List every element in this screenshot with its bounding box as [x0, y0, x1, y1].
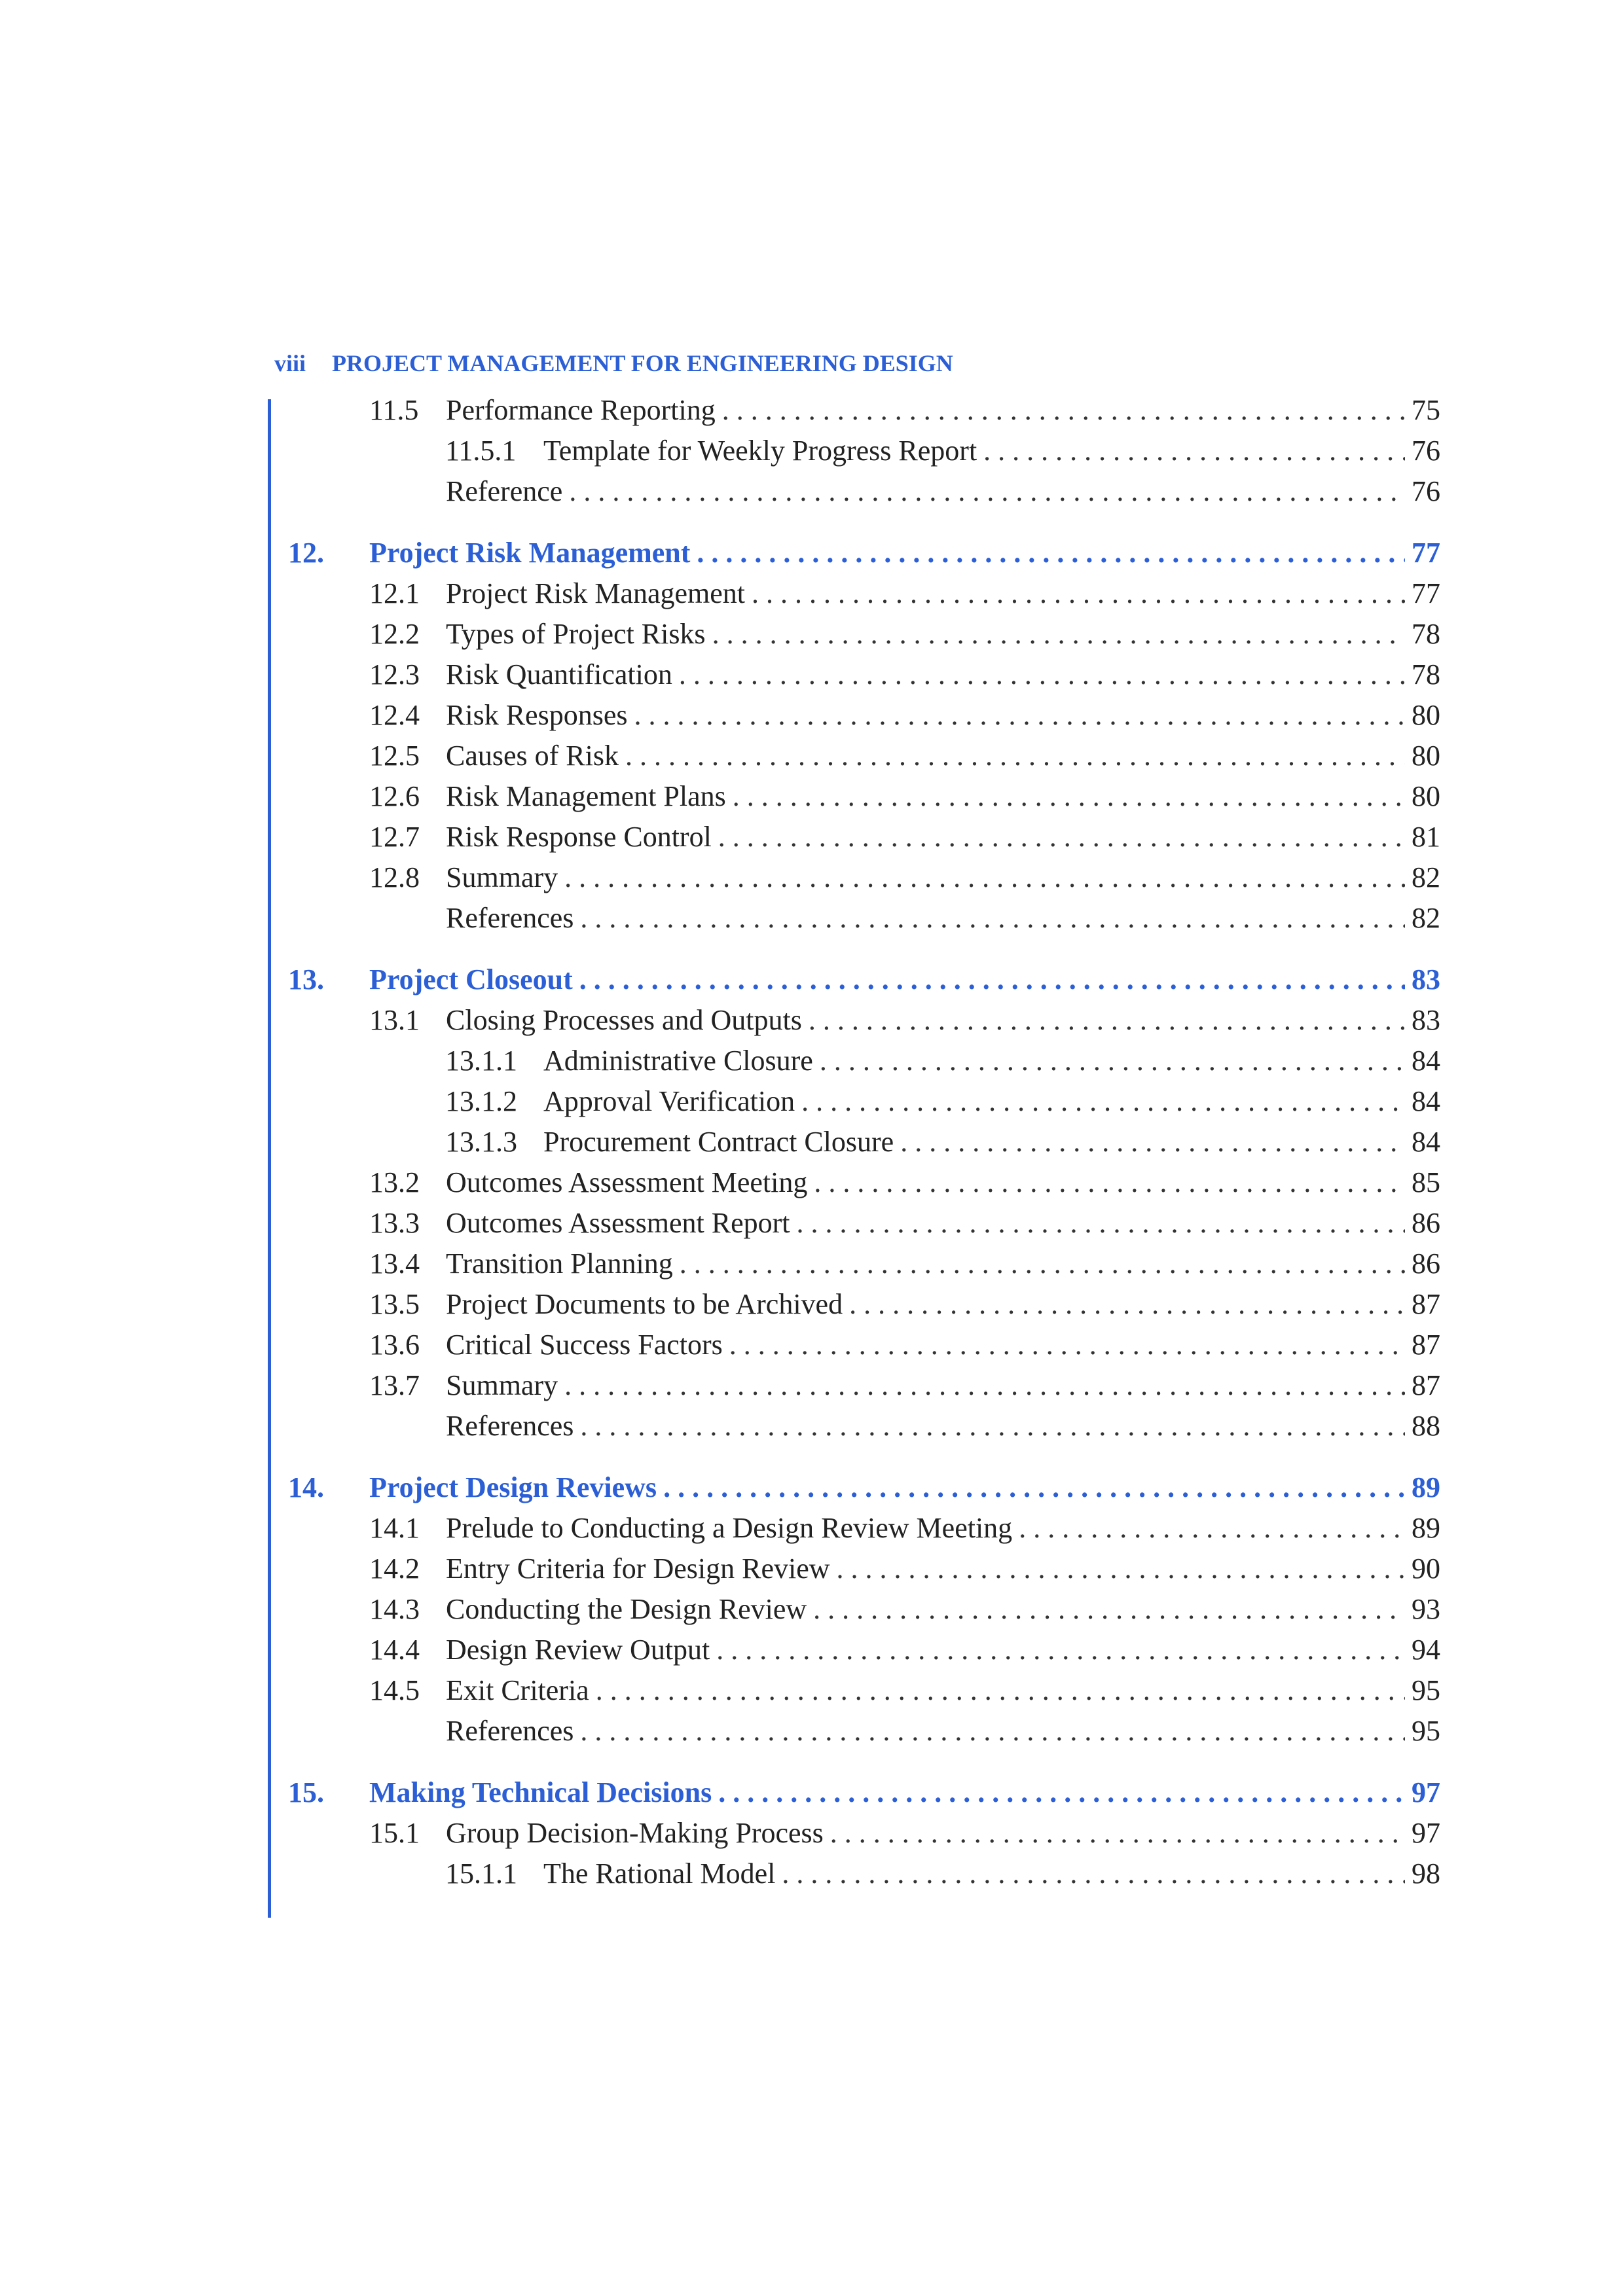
section-title: Group Decision-Making Process [446, 1817, 824, 1849]
toc-entry-section[interactable] [288, 1670, 1440, 1711]
page-number: 81 [1412, 821, 1440, 853]
section-number: 15.1 [369, 1817, 420, 1849]
page-number: 86 [1412, 1207, 1440, 1239]
section-number: 13.5 [369, 1288, 420, 1320]
dot-leader [900, 1122, 1405, 1162]
dot-leader [564, 857, 1405, 898]
dot-leader [820, 1041, 1405, 1081]
section-number: 12.8 [369, 861, 420, 893]
page-number: 84 [1412, 1045, 1440, 1077]
dot-leader [733, 776, 1405, 817]
section-number: 14.5 [369, 1674, 420, 1706]
page-number: 88 [1412, 1410, 1440, 1442]
page-number: 84 [1412, 1085, 1440, 1117]
subsection-title: Template for Weekly Progress Report [543, 435, 977, 467]
dot-leader [625, 736, 1405, 776]
section-title: Risk Management Plans [446, 780, 726, 812]
toc-entry-references[interactable] [288, 1406, 1440, 1446]
section-title: Risk Responses [446, 699, 628, 731]
page-number: 83 [1412, 1004, 1440, 1036]
page-number: 85 [1412, 1166, 1440, 1198]
page-folio: viii [274, 350, 306, 376]
toc-entry-section[interactable] [288, 1813, 1440, 1854]
chapter-title: Making Technical Decisions [369, 1776, 712, 1808]
dot-leader [849, 1284, 1405, 1325]
page-number: 82 [1412, 861, 1440, 893]
section-number: 13.2 [369, 1166, 420, 1198]
toc-entry-section[interactable] [288, 1508, 1440, 1549]
section-number: 13.7 [369, 1369, 420, 1401]
toc-entry-section[interactable] [288, 1203, 1440, 1244]
page-number: 83 [1412, 963, 1440, 996]
page-number: 89 [1412, 1512, 1440, 1544]
section-title: Entry Criteria for Design Review [446, 1552, 830, 1585]
dot-leader [579, 960, 1405, 1000]
page-number: 76 [1412, 475, 1440, 507]
dot-leader [718, 817, 1405, 857]
references-title: References [446, 902, 574, 934]
dot-leader [663, 1467, 1405, 1508]
section-number: 13.6 [369, 1329, 420, 1361]
section-number: 12.4 [369, 699, 420, 731]
dot-leader [830, 1813, 1405, 1854]
subsection-number: 15.1.1 [445, 1857, 517, 1890]
dot-leader [580, 1406, 1405, 1446]
section-title: Critical Success Factors [446, 1329, 723, 1361]
page-number: 90 [1412, 1552, 1440, 1585]
page-number: 94 [1412, 1634, 1440, 1666]
section-title: Design Review Output [446, 1634, 710, 1666]
section-title: Project Documents to be Archived [446, 1288, 843, 1320]
toc-entry-references[interactable] [288, 898, 1440, 939]
toc-entry-section[interactable] [288, 1000, 1440, 1041]
section-number: 12.2 [369, 618, 420, 650]
section-number: 13.3 [369, 1207, 420, 1239]
subsection-title: Procurement Contract Closure [543, 1126, 894, 1158]
toc-entry-section[interactable] [288, 614, 1440, 655]
dot-leader [596, 1670, 1405, 1711]
references-title: References [446, 1410, 574, 1442]
section-title: Types of Project Risks [446, 618, 706, 650]
dot-leader [729, 1325, 1405, 1365]
dot-leader [680, 1244, 1405, 1284]
margin-rule [268, 399, 271, 1918]
toc-entry-section[interactable] [288, 1365, 1440, 1406]
dot-leader [722, 390, 1405, 431]
chapter-title: Project Design Reviews [369, 1471, 657, 1503]
section-number: 14.4 [369, 1634, 420, 1666]
references-title: References [446, 1715, 574, 1747]
page-number: 84 [1412, 1126, 1440, 1158]
section-title: Transition Planning [446, 1247, 673, 1280]
toc-entry-section[interactable] [288, 695, 1440, 736]
dot-leader [679, 655, 1405, 695]
section-title: Risk Quantification [446, 658, 672, 691]
page-number: 86 [1412, 1247, 1440, 1280]
section-title: Project Risk Management [446, 577, 746, 609]
dot-leader [983, 431, 1405, 471]
page-number: 82 [1412, 902, 1440, 934]
dot-leader [809, 1000, 1405, 1041]
section-title: Performance Reporting [446, 394, 716, 426]
section-number: 14.1 [369, 1512, 420, 1544]
page-number: 97 [1412, 1776, 1440, 1808]
page-number: 77 [1412, 537, 1440, 569]
page-number: 75 [1412, 394, 1440, 426]
dot-leader [564, 1365, 1405, 1406]
table-of-contents [288, 390, 1440, 1894]
section-number: 12.6 [369, 780, 420, 812]
toc-entry-section[interactable] [288, 1549, 1440, 1589]
section-title: Conducting the Design Review [446, 1593, 807, 1625]
running-head [274, 347, 953, 380]
toc-entry-section[interactable] [288, 573, 1440, 614]
page-number: 97 [1412, 1817, 1440, 1849]
section-number: 12.1 [369, 577, 420, 609]
page-number: 77 [1412, 577, 1440, 609]
page-number: 93 [1412, 1593, 1440, 1625]
toc-entry-references[interactable] [288, 471, 1440, 512]
subsection-number: 13.1.3 [445, 1126, 517, 1158]
toc-entry-subsection[interactable] [288, 1854, 1440, 1894]
toc-entry-section[interactable] [288, 817, 1440, 857]
section-title: Closing Processes and Outputs [446, 1004, 802, 1036]
section-number: 14.2 [369, 1552, 420, 1585]
toc-entry-section[interactable] [288, 655, 1440, 695]
dot-leader [814, 1162, 1405, 1203]
toc-chapter-12[interactable] [288, 533, 1440, 573]
subsection-number: 13.1.1 [445, 1045, 517, 1077]
section-title: Causes of Risk [446, 740, 619, 772]
toc-chapter-15[interactable] [288, 1772, 1440, 1813]
dot-leader [782, 1854, 1405, 1894]
dot-leader [580, 898, 1405, 939]
dot-leader [634, 695, 1405, 736]
dot-leader [801, 1081, 1405, 1122]
chapter-number: 12. [288, 537, 324, 569]
page-number: 95 [1412, 1674, 1440, 1706]
section-number: 13.4 [369, 1247, 420, 1280]
page-number: 98 [1412, 1857, 1440, 1890]
page-number: 80 [1412, 699, 1440, 731]
toc-entry-section[interactable] [288, 1325, 1440, 1365]
toc-entry-subsection[interactable] [288, 1041, 1440, 1081]
book-title: PROJECT MANAGEMENT FOR ENGINEERING DESIGN [332, 350, 953, 376]
subsection-title: Approval Verification [543, 1085, 795, 1117]
toc-entry-section[interactable] [288, 1244, 1440, 1284]
dot-leader [813, 1589, 1405, 1630]
toc-entry-subsection[interactable] [288, 431, 1440, 471]
page-number: 87 [1412, 1369, 1440, 1401]
page-number: 87 [1412, 1329, 1440, 1361]
section-number: 12.3 [369, 658, 420, 691]
dot-leader [716, 1630, 1405, 1670]
chapter-number: 15. [288, 1776, 324, 1808]
section-title: Outcomes Assessment Report [446, 1207, 790, 1239]
toc-entry-section[interactable] [288, 857, 1440, 898]
section-title: Outcomes Assessment Meeting [446, 1166, 808, 1198]
page-number: 78 [1412, 658, 1440, 691]
chapter-title: Project Risk Management [369, 537, 691, 569]
subsection-number: 13.1.2 [445, 1085, 517, 1117]
subsection-number: 11.5.1 [445, 435, 517, 467]
toc-chapter-13[interactable] [288, 960, 1440, 1000]
chapter-title: Project Closeout [369, 963, 573, 996]
section-title: Risk Response Control [446, 821, 712, 853]
dot-leader [1019, 1508, 1405, 1549]
section-number: 11.5 [369, 394, 419, 426]
toc-chapter-14[interactable] [288, 1467, 1440, 1508]
dot-leader [697, 533, 1405, 573]
section-number: 14.3 [369, 1593, 420, 1625]
references-title: Reference [446, 475, 563, 507]
chapter-number: 13. [288, 963, 324, 996]
toc-entry-subsection[interactable] [288, 1122, 1440, 1162]
subsection-title: Administrative Closure [543, 1045, 813, 1077]
toc-entry-section[interactable] [288, 736, 1440, 776]
subsection-title: The Rational Model [543, 1857, 776, 1890]
section-title: Summary [446, 1369, 558, 1401]
dot-leader [718, 1772, 1405, 1813]
toc-entry-section[interactable] [288, 1284, 1440, 1325]
toc-entry-references[interactable] [288, 1711, 1440, 1751]
toc-entry-subsection[interactable] [288, 1081, 1440, 1122]
section-title: Exit Criteria [446, 1674, 589, 1706]
dot-leader [712, 614, 1405, 655]
page-number: 78 [1412, 618, 1440, 650]
dot-leader [580, 1711, 1405, 1751]
page-number: 95 [1412, 1715, 1440, 1747]
section-number: 13.1 [369, 1004, 420, 1036]
dot-leader [797, 1203, 1405, 1244]
page-number: 87 [1412, 1288, 1440, 1320]
chapter-number: 14. [288, 1471, 324, 1503]
page-number: 76 [1412, 435, 1440, 467]
page-number: 89 [1412, 1471, 1440, 1503]
section-title: Prelude to Conducting a Design Review Meeting [446, 1512, 1013, 1544]
section-title: Summary [446, 861, 558, 893]
page-number: 80 [1412, 740, 1440, 772]
page-number: 80 [1412, 780, 1440, 812]
section-number: 12.5 [369, 740, 420, 772]
toc-entry-section[interactable] [288, 1589, 1440, 1630]
dot-leader [837, 1549, 1405, 1589]
toc-entry-section[interactable] [288, 1162, 1440, 1203]
toc-entry-section[interactable] [288, 390, 1440, 431]
dot-leader [569, 471, 1405, 512]
section-number: 12.7 [369, 821, 420, 853]
toc-entry-section[interactable] [288, 1630, 1440, 1670]
toc-entry-section[interactable] [288, 776, 1440, 817]
dot-leader [752, 573, 1405, 614]
